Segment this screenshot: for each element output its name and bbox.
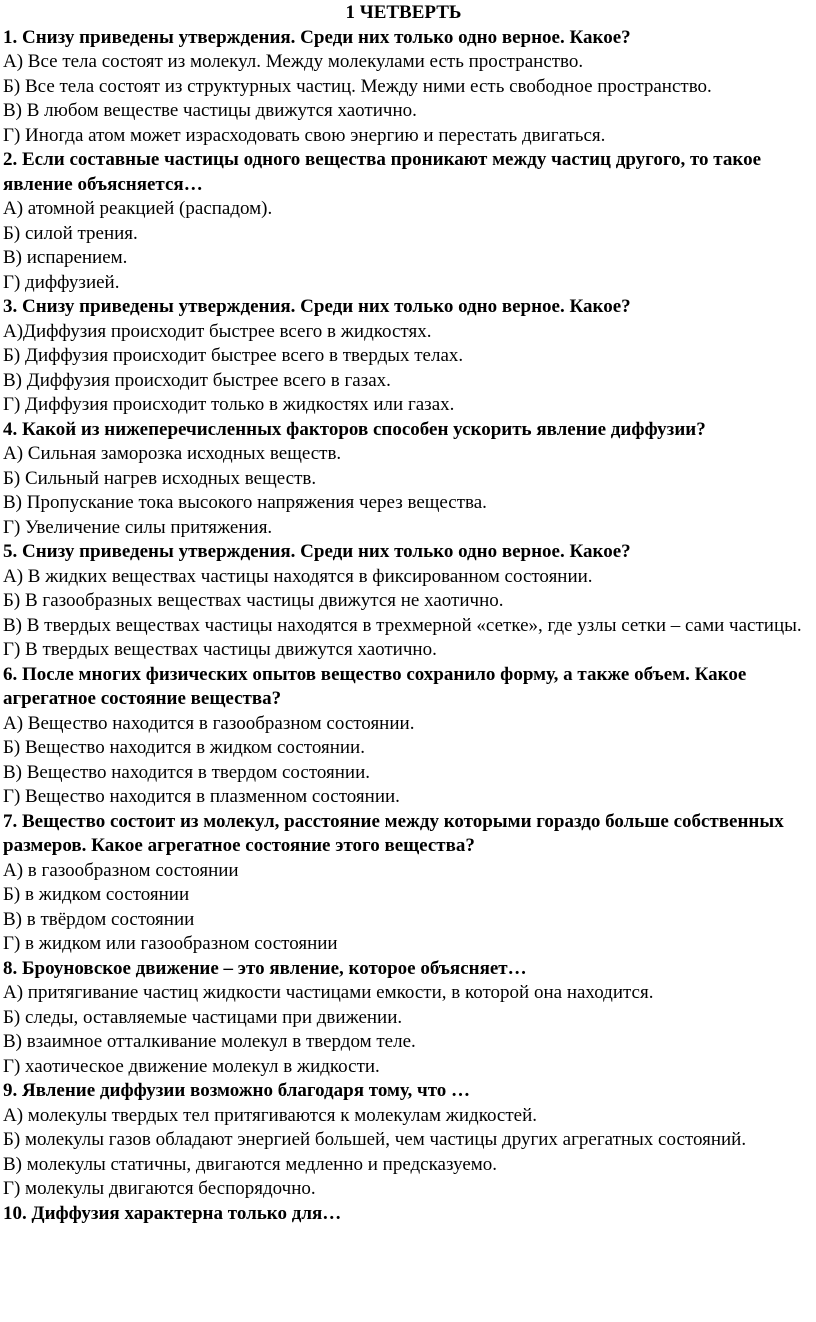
answer-option-g: Г) Вещество находится в плазменном состоянии. bbox=[3, 786, 400, 807]
answer-option-a: А) атомной реакцией (распадом). bbox=[3, 198, 273, 219]
question-text: 5. Снизу приведены утверждения. Среди них только одно верное. Какое? bbox=[3, 541, 631, 562]
answer-option-v: В) Пропускание тока высокого напряжения через вещества. bbox=[3, 492, 487, 513]
answer-option-b: Б) Диффузия происходит быстрее всего в твердых телах. bbox=[3, 345, 464, 366]
answer-option-b: Б) молекулы газов обладают энергией большей, чем частицы других агрегатных состояний. bbox=[3, 1129, 747, 1150]
question-block-9 bbox=[3, 1079, 804, 1202]
answer-option-a: А) В жидких веществах частицы находятся в фиксированном состоянии. bbox=[3, 565, 593, 587]
answer-option-g: Г) хаотическое движение молекул в жидкости. bbox=[3, 1055, 380, 1077]
answer-option-g: Г) в жидком или газообразном состоянии bbox=[3, 933, 338, 954]
question-block-10 bbox=[3, 1202, 804, 1227]
answer-option-a: А)Диффузия происходит быстрее всего в жидкостях. bbox=[3, 320, 432, 342]
question-block-2 bbox=[3, 148, 804, 295]
question-text: 10. Диффузия характерна только для… bbox=[3, 1202, 342, 1224]
question-text: 4. Какой из нижеперечисленных факторов способен ускорить явление диффузии? bbox=[3, 418, 706, 440]
answer-option-a: А) притягивание частиц жидкости частицами емкости, в которой она находится. bbox=[3, 982, 654, 1003]
question-text: 3. Снизу приведены утверждения. Среди них только одно верное. Какое? bbox=[3, 296, 631, 317]
question-block-1 bbox=[3, 26, 804, 149]
answer-option-a: А) в газообразном состоянии bbox=[3, 859, 239, 881]
answer-option-g: Г) молекулы двигаются беспорядочно. bbox=[3, 1178, 316, 1199]
answer-option-g: Г) Диффузия происходит только в жидкостях или газах. bbox=[3, 394, 455, 415]
question-text: 9. Явление диффузии возможно благодаря тому, что … bbox=[3, 1080, 471, 1101]
answer-option-g: Г) Иногда атом может израсходовать свою энергию и перестать двигаться. bbox=[3, 124, 606, 146]
question-block-3 bbox=[3, 295, 804, 418]
answer-option-v: В) испарением. bbox=[3, 247, 128, 268]
answer-option-v: В) В любом веществе частицы движутся хаотично. bbox=[3, 100, 417, 121]
question-block-7 bbox=[3, 810, 804, 957]
question-text: 6. После многих физических опытов вещество сохранило форму, а также объем. Какое агрегатное состояние вещества? bbox=[3, 663, 747, 709]
answer-option-g: Г) Увеличение силы притяжения. bbox=[3, 516, 273, 538]
page-title: 1 ЧЕТВЕРТЬ bbox=[345, 2, 462, 23]
answer-option-v: В) молекулы статичны, двигаются медленно и предсказуемо. bbox=[3, 1153, 498, 1175]
answer-option-v: В) В твердых веществах частицы находятся в трехмерной «сетке», где узлы сетки – сами частицы. bbox=[3, 614, 802, 636]
answer-option-v: В) Диффузия происходит быстрее всего в газах. bbox=[3, 369, 391, 391]
question-text: 7. Вещество состоит из молекул, расстояние между которыми гораздо больше собственных размеров. Какое агрегатное состояние этого вещества? bbox=[3, 810, 784, 856]
question-block-6 bbox=[3, 663, 804, 810]
answer-option-g: Г) диффузией. bbox=[3, 271, 120, 293]
answer-option-b: Б) Вещество находится в жидком состоянии. bbox=[3, 737, 365, 758]
answer-option-a: А) Все тела состоят из молекул. Между молекулами есть пространство. bbox=[3, 51, 584, 72]
question-text: 2. Если составные частицы одного вещества проникают между частиц другого, то такое явление объясняется… bbox=[3, 149, 761, 195]
answer-option-b: Б) В газообразных веществах частицы движутся не хаотично. bbox=[3, 590, 504, 611]
answer-option-g: Г) В твердых веществах частицы движутся хаотично. bbox=[3, 639, 437, 660]
answer-option-v: В) взаимное отталкивание молекул в твердом теле. bbox=[3, 1031, 416, 1052]
answer-option-a: А) Вещество находится в газообразном состоянии. bbox=[3, 712, 415, 734]
answer-option-a: А) молекулы твердых тел притягиваются к молекулам жидкостей. bbox=[3, 1104, 538, 1126]
answer-option-b: Б) силой трения. bbox=[3, 222, 138, 244]
question-text: 1. Снизу приведены утверждения. Среди них только одно верное. Какое? bbox=[3, 26, 631, 48]
answer-option-b: Б) следы, оставляемые частицами при движении. bbox=[3, 1006, 403, 1028]
question-block-8 bbox=[3, 957, 804, 1080]
answer-option-b: Б) Сильный нагрев исходных веществ. bbox=[3, 467, 317, 489]
answer-option-b: Б) в жидком состоянии bbox=[3, 884, 190, 905]
answer-option-a: А) Сильная заморозка исходных веществ. bbox=[3, 443, 342, 464]
question-block-4 bbox=[3, 418, 804, 541]
answer-option-v: В) в твёрдом состоянии bbox=[3, 908, 195, 930]
question-text: 8. Броуновское движение – это явление, которое объясняет… bbox=[3, 957, 527, 979]
answer-option-v: В) Вещество находится в твердом состоянии. bbox=[3, 761, 371, 783]
answer-option-b: Б) Все тела состоят из структурных частиц. Между ними есть свободное пространство. bbox=[3, 75, 712, 97]
question-block-5 bbox=[3, 540, 804, 663]
